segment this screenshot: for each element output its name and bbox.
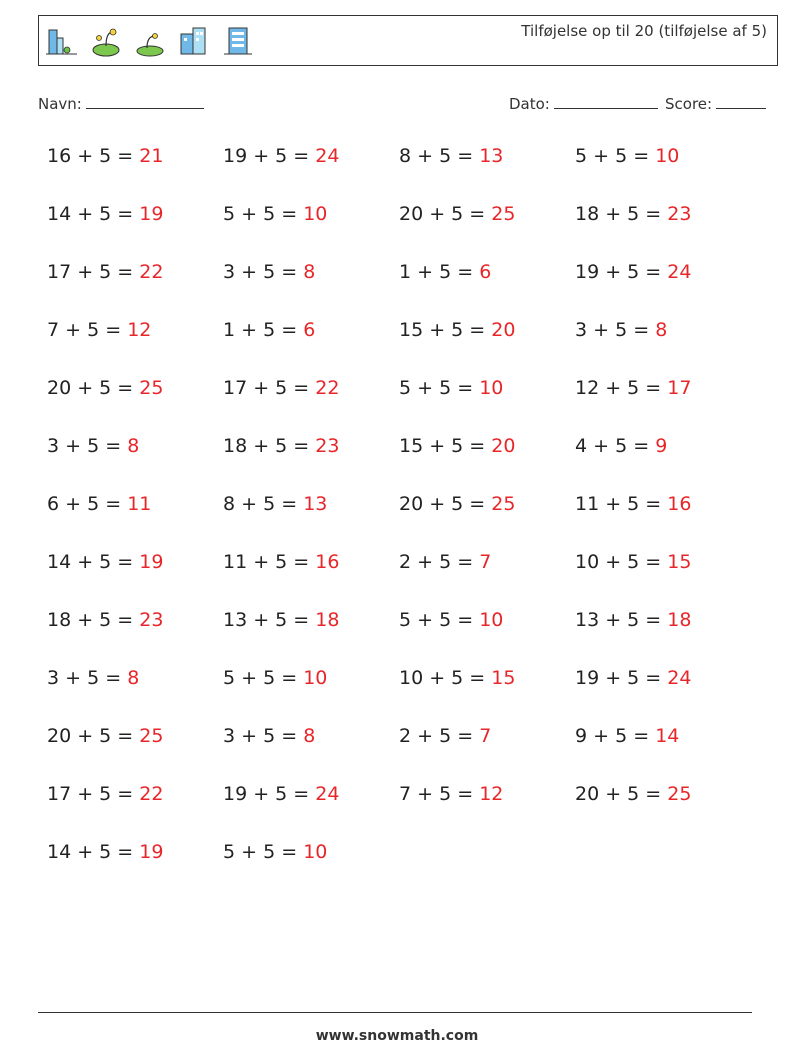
problem-question: 2 + 5 = — [399, 725, 480, 747]
problem-question: 16 + 5 = — [47, 145, 140, 167]
footer-divider — [38, 1012, 752, 1013]
problem-question: 5 + 5 = — [223, 841, 304, 863]
problem-answer: 13 — [479, 145, 504, 167]
problem-question: 5 + 5 = — [223, 203, 304, 225]
problem-question: 19 + 5 = — [575, 261, 668, 283]
problem-question: 18 + 5 = — [575, 203, 668, 225]
problem-item — [399, 609, 503, 631]
problem-item — [575, 319, 667, 341]
problem-answer: 8 — [655, 319, 668, 341]
problem-question: 3 + 5 = — [223, 725, 304, 747]
problem-question: 17 + 5 = — [223, 377, 316, 399]
problem-question: 1 + 5 = — [223, 319, 304, 341]
name-field — [38, 94, 204, 113]
problem-answer: 8 — [303, 261, 316, 283]
problem-item — [399, 319, 515, 341]
problem-item — [47, 435, 139, 457]
problem-answer: 18 — [667, 609, 692, 631]
problem-question: 5 + 5 = — [399, 609, 480, 631]
problem-question: 19 + 5 = — [223, 145, 316, 167]
score-label: Score: — [665, 95, 713, 113]
problem-item — [223, 493, 327, 515]
problem-question: 2 + 5 = — [399, 551, 480, 573]
problem-question: 5 + 5 = — [223, 667, 304, 689]
problem-question: 11 + 5 = — [575, 493, 668, 515]
problem-answer: 10 — [479, 609, 504, 631]
problem-item — [47, 551, 163, 573]
problem-question: 14 + 5 = — [47, 551, 140, 573]
problem-answer: 23 — [667, 203, 692, 225]
problem-answer: 15 — [667, 551, 692, 573]
problem-answer: 22 — [139, 783, 164, 805]
problem-item — [223, 377, 339, 399]
problem-item — [47, 493, 151, 515]
problem-answer: 15 — [491, 667, 516, 689]
problem-answer: 24 — [315, 783, 340, 805]
problem-answer: 25 — [139, 725, 164, 747]
problem-answer: 19 — [139, 841, 164, 863]
problem-item — [47, 725, 163, 747]
problem-answer: 7 — [479, 725, 492, 747]
problem-answer: 10 — [479, 377, 504, 399]
problem-item — [575, 609, 691, 631]
problem-item — [575, 551, 691, 573]
problem-question: 17 + 5 = — [47, 261, 140, 283]
problem-item — [575, 435, 667, 457]
problem-question: 10 + 5 = — [399, 667, 492, 689]
problem-item — [223, 435, 339, 457]
problem-question: 14 + 5 = — [47, 841, 140, 863]
problem-question: 15 + 5 = — [399, 435, 492, 457]
problem-answer: 10 — [303, 667, 328, 689]
date-label: Dato: — [509, 95, 550, 113]
problem-question: 18 + 5 = — [47, 609, 140, 631]
problem-answer: 25 — [139, 377, 164, 399]
score-field — [665, 94, 766, 113]
problem-item — [47, 145, 163, 167]
problem-answer: 9 — [655, 435, 668, 457]
problem-item — [399, 493, 515, 515]
problem-question: 7 + 5 = — [399, 783, 480, 805]
problem-item — [223, 203, 327, 225]
problem-question: 5 + 5 = — [575, 145, 656, 167]
problem-question: 3 + 5 = — [575, 319, 656, 341]
problem-question: 19 + 5 = — [575, 667, 668, 689]
problem-item — [575, 725, 679, 747]
problem-answer: 16 — [667, 493, 692, 515]
problem-item — [223, 725, 315, 747]
problem-item — [223, 609, 339, 631]
problem-question: 19 + 5 = — [223, 783, 316, 805]
worksheet-title: Tilføjelse op til 20 (tilføjelse af 5) — [521, 22, 767, 40]
problem-question: 20 + 5 = — [399, 203, 492, 225]
problem-question: 18 + 5 = — [223, 435, 316, 457]
problem-item — [47, 609, 163, 631]
problem-question: 15 + 5 = — [399, 319, 492, 341]
problem-answer: 8 — [303, 725, 316, 747]
problem-answer: 19 — [139, 551, 164, 573]
problem-item — [47, 841, 163, 863]
problem-item — [223, 145, 339, 167]
problem-question: 20 + 5 = — [47, 725, 140, 747]
footer-url: www.snowmath.com — [315, 1028, 479, 1044]
problem-answer: 11 — [127, 493, 152, 515]
score-line[interactable] — [716, 94, 766, 109]
problem-question: 11 + 5 = — [223, 551, 316, 573]
problem-question: 7 + 5 = — [47, 319, 128, 341]
building-icon — [177, 24, 211, 58]
problem-answer: 6 — [479, 261, 492, 283]
problem-question: 13 + 5 = — [223, 609, 316, 631]
problem-question: 3 + 5 = — [47, 667, 128, 689]
problem-answer: 23 — [315, 435, 340, 457]
problem-question: 17 + 5 = — [47, 783, 140, 805]
problem-answer: 8 — [127, 667, 140, 689]
worksheet-header — [38, 15, 778, 66]
problem-answer: 10 — [303, 203, 328, 225]
problem-answer: 18 — [315, 609, 340, 631]
problem-answer: 10 — [655, 145, 680, 167]
problem-item — [575, 493, 691, 515]
problem-question: 9 + 5 = — [575, 725, 656, 747]
problem-item — [575, 203, 691, 225]
problem-answer: 10 — [303, 841, 328, 863]
problem-question: 3 + 5 = — [47, 435, 128, 457]
problem-item — [399, 667, 515, 689]
problem-answer: 25 — [491, 493, 516, 515]
problem-item — [223, 783, 339, 805]
problem-item — [47, 377, 163, 399]
problem-answer: 8 — [127, 435, 140, 457]
problem-answer: 22 — [139, 261, 164, 283]
problem-answer: 24 — [667, 667, 692, 689]
problem-question: 6 + 5 = — [47, 493, 128, 515]
problem-item — [575, 783, 691, 805]
problem-answer: 22 — [315, 377, 340, 399]
date-field — [509, 94, 658, 113]
problem-answer: 16 — [315, 551, 340, 573]
problem-item — [399, 377, 503, 399]
building-icon — [45, 24, 79, 58]
problem-answer: 13 — [303, 493, 328, 515]
tree-icon — [89, 24, 123, 58]
problem-question: 10 + 5 = — [575, 551, 668, 573]
problem-question: 4 + 5 = — [575, 435, 656, 457]
problem-item — [399, 725, 491, 747]
problem-answer: 20 — [491, 435, 516, 457]
problem-answer: 25 — [491, 203, 516, 225]
problem-answer: 19 — [139, 203, 164, 225]
problem-answer: 17 — [667, 377, 692, 399]
problem-answer: 24 — [315, 145, 340, 167]
problem-question: 13 + 5 = — [575, 609, 668, 631]
problem-item — [223, 261, 315, 283]
problem-question: 3 + 5 = — [223, 261, 304, 283]
problem-answer: 25 — [667, 783, 692, 805]
problem-question: 8 + 5 = — [399, 145, 480, 167]
problem-item — [575, 145, 679, 167]
problem-answer: 20 — [491, 319, 516, 341]
problem-item — [47, 261, 163, 283]
problem-item — [575, 667, 691, 689]
problem-answer: 23 — [139, 609, 164, 631]
tree-icon — [133, 24, 167, 58]
problem-question: 14 + 5 = — [47, 203, 140, 225]
problem-item — [399, 203, 515, 225]
problem-item — [47, 203, 163, 225]
problem-item — [223, 551, 339, 573]
problem-item — [223, 667, 327, 689]
problem-item — [399, 783, 503, 805]
problem-question: 1 + 5 = — [399, 261, 480, 283]
problem-question: 20 + 5 = — [399, 493, 492, 515]
problem-item — [223, 319, 315, 341]
problem-question: 5 + 5 = — [399, 377, 480, 399]
problem-answer: 21 — [139, 145, 164, 167]
problem-item — [47, 319, 151, 341]
problem-answer: 6 — [303, 319, 316, 341]
problem-item — [399, 435, 515, 457]
header-icons — [45, 24, 255, 58]
problem-item — [399, 145, 503, 167]
date-line[interactable] — [554, 94, 658, 109]
problem-answer: 24 — [667, 261, 692, 283]
problem-item — [399, 551, 491, 573]
problem-question: 12 + 5 = — [575, 377, 668, 399]
problem-answer: 12 — [479, 783, 504, 805]
problem-question: 20 + 5 = — [575, 783, 668, 805]
problem-item — [399, 261, 491, 283]
problem-item — [575, 377, 691, 399]
problem-answer: 14 — [655, 725, 680, 747]
problem-question: 20 + 5 = — [47, 377, 140, 399]
problem-item — [575, 261, 691, 283]
problem-item — [223, 841, 327, 863]
name-line[interactable] — [86, 94, 204, 109]
building-icon — [221, 24, 255, 58]
problem-answer: 12 — [127, 319, 152, 341]
problem-answer: 7 — [479, 551, 492, 573]
name-label: Navn: — [38, 95, 82, 113]
problem-item — [47, 667, 139, 689]
problem-question: 8 + 5 = — [223, 493, 304, 515]
problem-item — [47, 783, 163, 805]
